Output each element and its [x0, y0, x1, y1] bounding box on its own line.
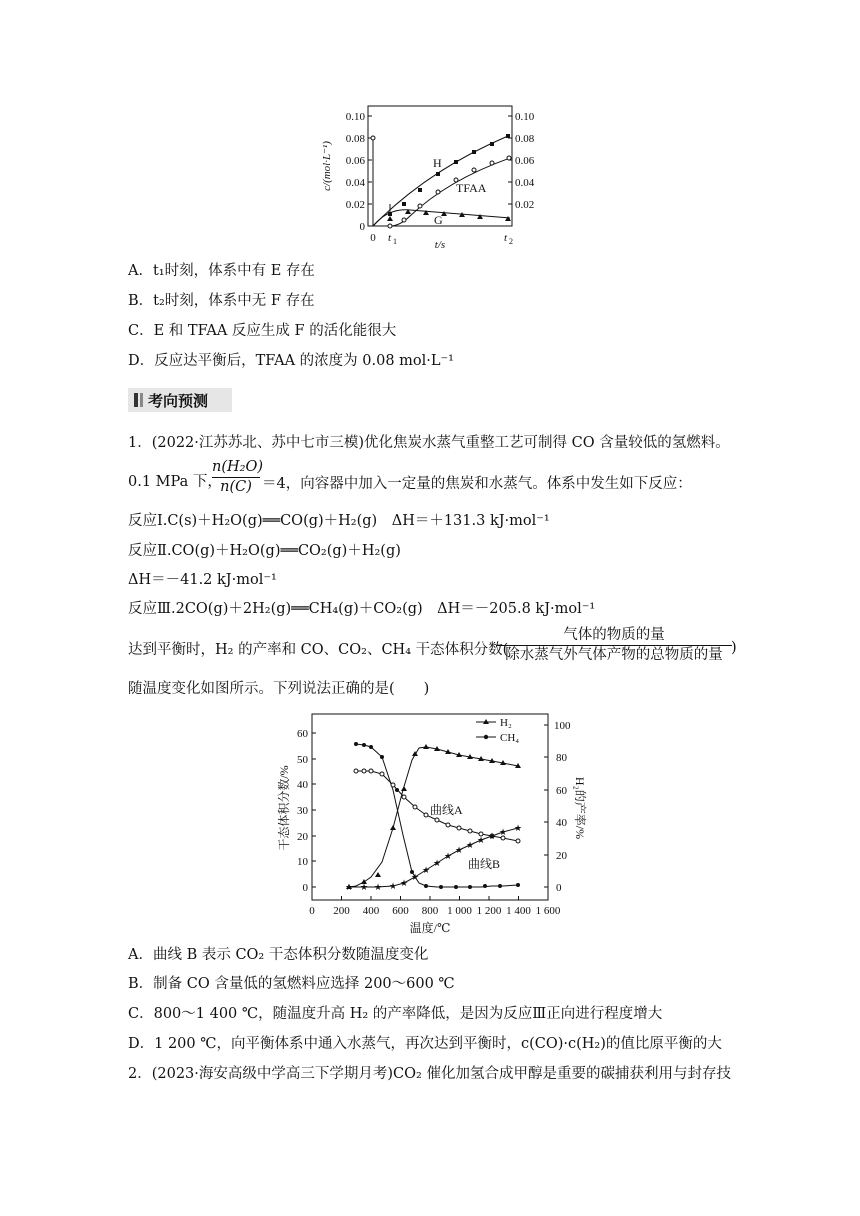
curve-a-label: 曲线A — [430, 803, 463, 817]
svg-text:★: ★ — [399, 878, 409, 888]
svg-text:★: ★ — [465, 840, 475, 850]
c2-xtick: 1 600 — [535, 905, 561, 917]
temperature-chart — [270, 710, 590, 940]
c1-xtick-t2: t — [504, 232, 508, 244]
svg-text:★: ★ — [373, 882, 383, 892]
q2-stem: 2．(2023·海安高级中学高三下学期月考)CO₂ 催化加氢合成甲醇是重要的碳捕获利用与封存技 — [128, 1066, 731, 1082]
legend-h2: H₂ — [500, 717, 512, 729]
q1-option-b: B．制备 CO 含量低的氢燃料应选择 200～600 ℃ — [128, 976, 455, 992]
frac2-den: 除水蒸气外气体产物的总物质的量 — [505, 647, 723, 663]
c2-xtick: 800 — [421, 905, 439, 917]
section-marker-icon — [140, 393, 143, 407]
curve-h-points — [388, 134, 510, 216]
q1-stem-end: 随温度变化如图所示。下列说法正确的是( ) — [128, 681, 430, 697]
curve-tfaa-label: TFAA — [456, 181, 487, 195]
volume-fraction-def — [496, 626, 732, 665]
frac2-num: 气体的物质的量 — [496, 626, 732, 646]
c2-ytick-right: 60 — [556, 785, 567, 797]
c2-ytick: 20 — [297, 831, 308, 843]
c1-xlabel: t/s — [434, 239, 446, 251]
section-title: 考向预测 — [148, 392, 209, 410]
q1-condition-suffix: ＝4，向容器中加入一定量的焦炭和水蒸气。体系中发生如下反应： — [262, 476, 692, 492]
curve-h-label: H — [433, 156, 442, 170]
reaction-2: 反应Ⅱ.CO(g)＋H₂O(g)══CO₂(g)＋H₂(g) — [128, 543, 401, 559]
svg-text:★: ★ — [513, 823, 523, 833]
c2-xtick: 600 — [392, 905, 409, 917]
c2-ylabel: 干态体积分数/% — [277, 765, 291, 851]
svg-text:★: ★ — [344, 882, 354, 892]
c1-xtick-t2-sub: 2 — [509, 237, 513, 246]
c2-ylabel-right: H₂的产率/% — [573, 776, 587, 840]
option-d: D．反应达平衡后，TFAA 的浓度为 0.08 mol·L⁻¹ — [128, 353, 454, 369]
svg-text:★: ★ — [498, 827, 508, 837]
c2-xtick: 0 — [309, 905, 315, 917]
c1-ytick: 0.10 — [345, 111, 365, 123]
c1-xtick-t1-sub: 1 — [393, 237, 397, 246]
legend-ch4-marker — [484, 735, 488, 739]
c2-ytick: 0 — [302, 882, 308, 894]
svg-text:★: ★ — [487, 831, 497, 841]
c1-xtick-zero: 0 — [370, 232, 376, 244]
c1-ytick-right: 0.04 — [515, 177, 535, 189]
svg-text:★: ★ — [388, 881, 398, 891]
reaction-1: 反应Ⅰ.C(s)＋H₂O(g)══CO(g)＋H₂(g) ΔH＝＋131.3 kJ·mol⁻¹ — [128, 513, 550, 529]
svg-text:★: ★ — [359, 882, 369, 892]
svg-text:★: ★ — [432, 858, 442, 868]
curve-g-label: G — [434, 213, 443, 227]
c1-ytick-right: 0.08 — [515, 133, 535, 145]
q1-ratio-den: n(C) — [220, 479, 252, 495]
curve-tfaa — [390, 158, 510, 226]
c2-ytick: 10 — [297, 856, 308, 868]
q1-option-a: A．曲线 B 表示 CO₂ 干态体积分数随温度变化 — [128, 947, 429, 963]
q1-option-d: D．1 200 ℃，向平衡体系中通入水蒸气，再次达到平衡时，c(CO)·c(H₂)的值比原平衡的大 — [128, 1036, 722, 1052]
reaction-2-dh: ΔH＝－41.2 kJ·mol⁻¹ — [128, 572, 277, 588]
concentration-time-chart — [318, 100, 558, 252]
section-marker-icon — [134, 393, 138, 407]
section-header — [128, 388, 232, 412]
c2-ytick: 50 — [297, 754, 308, 766]
c2-xtick: 1 000 — [447, 905, 472, 917]
c2-ytick-right: 80 — [556, 752, 567, 764]
q1-ratio-fraction — [212, 458, 263, 497]
svg-text:★: ★ — [410, 872, 420, 882]
c2-ytick: 60 — [297, 728, 308, 740]
c1-ytick-right: 0.02 — [515, 199, 535, 211]
legend-ch4: CH₄ — [500, 732, 520, 744]
c1-ytick: 0 — [359, 221, 365, 233]
c2-ytick: 40 — [297, 779, 308, 791]
c1-ytick-right: 0.10 — [515, 111, 535, 123]
c1-ytick-right: 0.06 — [515, 155, 535, 167]
q1-option-c: C．800～1 400 ℃，随温度升高 H₂ 的产率降低，是因为反应Ⅲ正向进行程度增大 — [128, 1006, 663, 1022]
c1-ytick: 0.04 — [345, 177, 365, 189]
q1-eq-suffix: ) — [731, 640, 737, 656]
q1-stem: 1．(2022·江苏苏北、苏中七市三模)优化焦炭水蒸气重整工艺可制得 CO 含量较低的氢燃料。 — [128, 435, 730, 451]
reaction-3: 反应Ⅲ.2CO(g)＋2H₂(g)══CH₄(g)＋CO₂(g) ΔH＝－205.8 kJ·mol⁻¹ — [128, 601, 596, 617]
c2-xlabel: 温度/℃ — [409, 921, 451, 935]
c1-ytick: 0.02 — [345, 199, 365, 211]
option-a: A．t₁时刻，体系中有 E 存在 — [128, 263, 315, 279]
c1-ytick: 0.08 — [345, 133, 365, 145]
c2-ytick-right: 20 — [556, 850, 567, 862]
c2-ytick-right: 100 — [554, 720, 571, 732]
curve-e-point — [371, 136, 375, 140]
c2-xtick: 1 400 — [506, 905, 531, 917]
svg-text:★: ★ — [454, 845, 464, 855]
c2-xtick: 200 — [333, 905, 350, 917]
option-b: B．t₂时刻，体系中无 F 存在 — [128, 293, 315, 309]
svg-text:★: ★ — [476, 835, 486, 845]
q1-condition-prefix: 0.1 MPa 下， — [128, 474, 222, 490]
q1-ratio-num: n(H₂O) — [212, 458, 260, 478]
svg-text:★: ★ — [443, 851, 453, 861]
svg-text:★: ★ — [421, 865, 431, 875]
c1-xtick-t1: t — [388, 232, 392, 244]
c2-ytick: 30 — [297, 805, 308, 817]
q1-eq-prefix: 达到平衡时，H₂ 的产率和 CO、CO₂、CH₄ 干态体积分数( — [128, 642, 509, 658]
c2-xtick: 1 200 — [476, 905, 502, 917]
option-c: C．E 和 TFAA 反应生成 F 的活化能很大 — [128, 323, 397, 339]
curve-b-label: 曲线B — [468, 857, 501, 871]
curve-tfaa-points — [388, 156, 511, 228]
c2-xtick: 400 — [362, 905, 380, 917]
c2-ytick-right: 0 — [556, 882, 562, 894]
c2-ytick-right: 40 — [556, 817, 567, 829]
c1-ylabel: c/(mol·L⁻¹) — [321, 141, 333, 191]
c1-ytick: 0.06 — [345, 155, 365, 167]
